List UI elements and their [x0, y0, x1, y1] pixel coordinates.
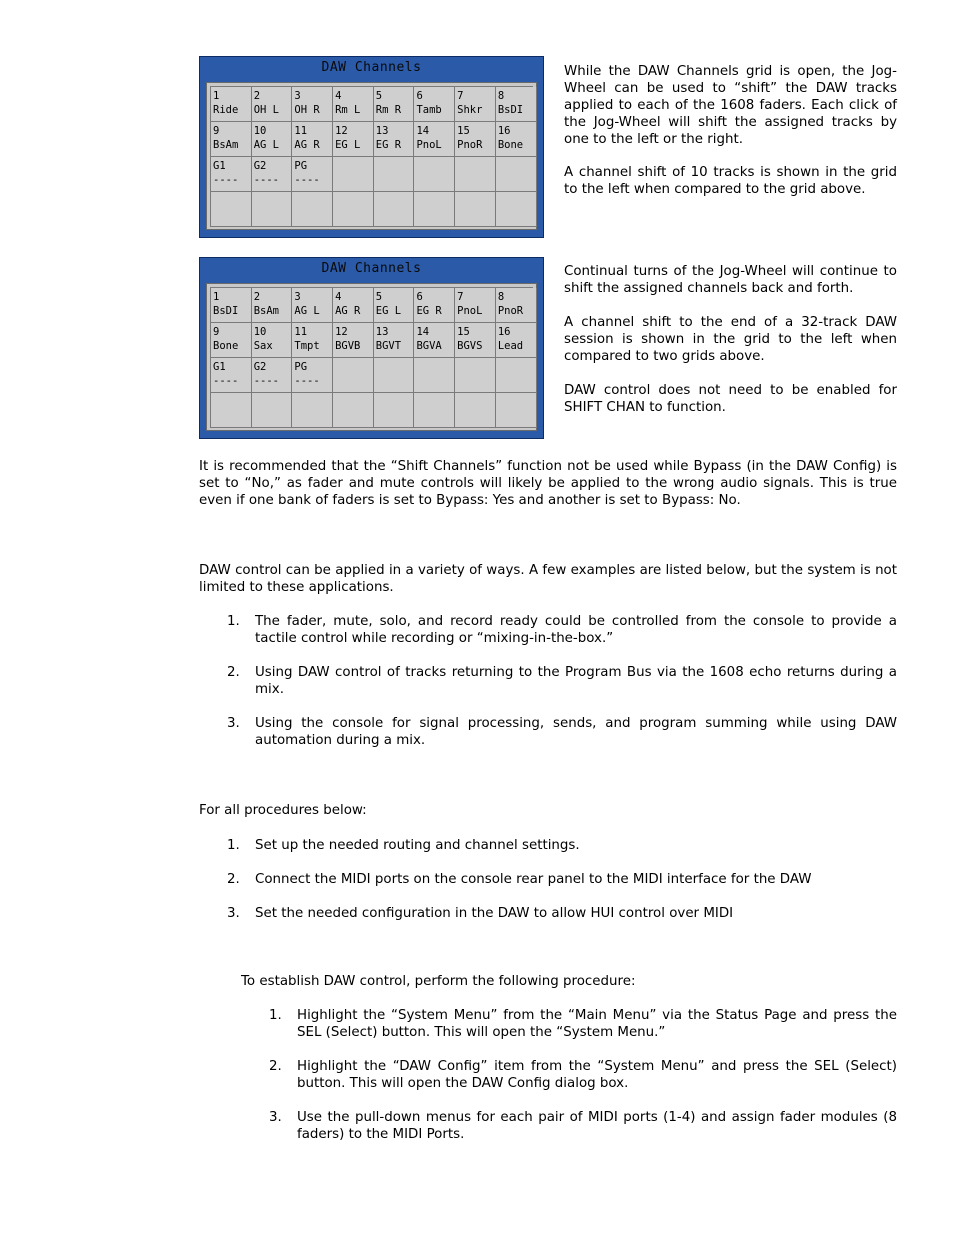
list-number: 2. — [227, 872, 240, 887]
side-paragraph-5: DAW control does not need to be enabled for SHIFT CHAN to function. — [564, 383, 897, 415]
procedures-intro: For all procedures below: — [199, 803, 367, 818]
side-paragraph-3: Continual turns of the Jog-Wheel will continue to shift the assigned channels back and forth. — [564, 264, 897, 296]
channel-cell — [374, 157, 415, 192]
list-text: Highlight the “DAW Config” item from the “System Menu” and press the SEL (Select) button. This will open the DAW Config dialog box. — [297, 1059, 897, 1091]
channel-label: BsDI — [213, 305, 239, 317]
channel-number: 13 — [375, 125, 389, 137]
channel-cell — [414, 393, 455, 428]
channel-cell — [496, 87, 537, 122]
grid-body — [206, 82, 537, 230]
channel-number: 12 — [335, 125, 348, 137]
channel-cell — [374, 192, 415, 227]
list-number: 1. — [227, 838, 240, 853]
channel-cell — [374, 87, 415, 122]
channel-number: PG — [294, 160, 308, 172]
channel-number: 15 — [457, 125, 470, 137]
channel-grid — [210, 86, 533, 227]
channel-cell — [252, 323, 293, 358]
channel-label: ---- — [294, 375, 320, 387]
channel-cell — [252, 393, 293, 428]
channel-number: 9 — [213, 125, 220, 137]
channel-label: Sax — [253, 340, 273, 352]
channel-label: Bone — [213, 340, 239, 352]
daw-channels-grid-1 — [199, 56, 544, 238]
channel-cell — [333, 358, 374, 393]
channel-cell — [455, 87, 496, 122]
channel-number: 2 — [253, 90, 261, 102]
list-text: Connect the MIDI ports on the console rear panel to the MIDI interface for the DAW — [255, 872, 812, 887]
channel-label: Shkr — [457, 104, 483, 116]
list-number: 2. — [269, 1059, 282, 1074]
channel-number: 5 — [375, 90, 383, 102]
channel-cell — [455, 122, 496, 157]
channel-cell — [414, 87, 455, 122]
channel-number: 15 — [457, 326, 470, 338]
list-number: 2. — [227, 665, 240, 680]
shift-channels-warning: It is recommended that the “Shift Channels” function not be used while Bypass (in the DAW Config) is set to “No,” as fader and mute controls will likely be applied to the wrong audio signals. This is true even if one bank of faders is set to Bypass: Yes and another is set to Bypass: No. — [199, 459, 897, 508]
channel-cell — [333, 323, 374, 358]
channel-number: 4 — [335, 291, 342, 303]
channel-label: EG L — [375, 305, 402, 317]
channel-number: 4 — [335, 90, 342, 102]
channel-number: 7 — [457, 291, 464, 303]
channel-label: Lead — [497, 340, 524, 352]
channel-number: G2 — [253, 160, 267, 172]
channel-label: PnoR — [457, 139, 483, 151]
channel-cell — [455, 358, 496, 393]
channel-cell — [333, 393, 374, 428]
channel-number: 11 — [294, 125, 308, 137]
list-number: 3. — [227, 716, 240, 731]
channel-label: ---- — [253, 174, 279, 186]
channel-number: 8 — [497, 90, 505, 102]
list-number: 3. — [227, 906, 240, 921]
channel-label: BGVA — [416, 340, 442, 352]
channel-number: 14 — [416, 125, 430, 137]
channel-number: 5 — [375, 291, 383, 303]
channel-cell — [292, 87, 333, 122]
applications-intro: DAW control can be applied in a variety of ways. A few examples are listed below, but the system is not limited to these applications. — [199, 563, 897, 595]
channel-label: Rm R — [375, 104, 402, 116]
channel-cell — [211, 122, 252, 157]
channel-cell — [292, 288, 333, 323]
channel-cell — [496, 288, 537, 323]
channel-label: OH L — [253, 104, 279, 116]
channel-number: 12 — [335, 326, 348, 338]
channel-cell — [496, 192, 537, 227]
channel-label: Tamb — [416, 104, 442, 116]
list-text: Set up the needed routing and channel settings. — [255, 838, 580, 853]
channel-cell — [333, 288, 374, 323]
channel-cell — [333, 157, 374, 192]
list-number: 3. — [269, 1110, 282, 1125]
channel-label: EG L — [335, 139, 361, 151]
channel-cell — [455, 157, 496, 192]
channel-number: 1 — [213, 90, 220, 102]
channel-cell — [455, 323, 496, 358]
side-paragraph-2: A channel shift of 10 tracks is shown in the grid to the left when compared to the grid above. — [564, 165, 897, 197]
channel-number: 6 — [416, 90, 423, 102]
channel-number: PG — [294, 361, 308, 373]
channel-cell — [252, 157, 293, 192]
channel-cell — [292, 157, 333, 192]
grid-title: DAW Channels — [321, 60, 422, 75]
channel-cell — [292, 192, 333, 227]
channel-cell — [252, 358, 293, 393]
channel-number: 6 — [416, 291, 423, 303]
channel-cell — [211, 323, 252, 358]
channel-cell — [496, 157, 537, 192]
channel-label: BGVT — [375, 340, 402, 352]
channel-cell — [333, 192, 374, 227]
channel-number: 3 — [294, 291, 301, 303]
channel-label: PnoL — [457, 305, 483, 317]
channel-label: BsAm — [213, 139, 239, 151]
channel-label: Rm L — [335, 104, 361, 116]
channel-number: G1 — [213, 361, 226, 373]
channel-cell — [414, 288, 455, 323]
channel-cell — [496, 358, 537, 393]
channel-cell — [252, 192, 293, 227]
channel-label: BGVS — [457, 340, 483, 352]
channel-cell — [211, 358, 252, 393]
channel-cell — [211, 288, 252, 323]
channel-label: AG R — [294, 139, 320, 151]
channel-cell — [374, 358, 415, 393]
channel-cell — [374, 323, 415, 358]
channel-number: 10 — [253, 125, 267, 137]
channel-cell — [414, 358, 455, 393]
channel-label: ---- — [253, 375, 279, 387]
channel-label: OH R — [294, 104, 320, 116]
channel-label: AG L — [294, 305, 320, 317]
channel-cell — [252, 288, 293, 323]
channel-label: PnoL — [416, 139, 442, 151]
channel-number: 3 — [294, 90, 301, 102]
channel-cell — [292, 122, 333, 157]
channel-cell — [252, 87, 293, 122]
channel-cell — [414, 192, 455, 227]
list-text: Highlight the “System Menu” from the “Main Menu” via the Status Page and press the SEL (Select) button. This will open the “System Menu.” — [297, 1008, 897, 1040]
channel-label: BGVB — [335, 340, 361, 352]
channel-number: 13 — [375, 326, 389, 338]
channel-cell — [455, 393, 496, 428]
channel-cell — [496, 393, 537, 428]
list-text: Using DAW control of tracks returning to the Program Bus via the 1608 echo returns during a mix. — [255, 665, 897, 697]
list-number: 1. — [227, 614, 240, 629]
channel-cell — [414, 122, 455, 157]
channel-cell — [455, 288, 496, 323]
channel-label: ---- — [213, 174, 239, 186]
channel-number: 16 — [497, 125, 511, 137]
channel-label: AG L — [253, 139, 279, 151]
channel-cell — [374, 288, 415, 323]
channel-cell — [292, 358, 333, 393]
list-text: The fader, mute, solo, and record ready could be controlled from the console to provide a tactile control while recording or “mixing-in-the-box.” — [255, 614, 897, 646]
channel-label: EG R — [375, 139, 402, 151]
list-text: Use the pull-down menus for each pair of MIDI ports (1-4) and assign fader modules (8 faders) to the MIDI Ports. — [297, 1110, 897, 1142]
channel-cell — [455, 192, 496, 227]
channel-number: 7 — [457, 90, 464, 102]
channel-cell — [374, 122, 415, 157]
channel-cell — [292, 323, 333, 358]
channel-cell — [211, 87, 252, 122]
channel-cell — [374, 393, 415, 428]
channel-label: PnoR — [497, 305, 524, 317]
channel-cell — [414, 157, 455, 192]
list-number: 1. — [269, 1008, 282, 1023]
daw-channels-grid-2 — [199, 257, 544, 439]
channel-cell — [211, 157, 252, 192]
channel-number: 11 — [294, 326, 308, 338]
channel-label: EG R — [416, 305, 442, 317]
channel-cell — [333, 122, 374, 157]
channel-cell — [252, 122, 293, 157]
side-paragraph-4: A channel shift to the end of a 32-track DAW session is shown in the grid to the left when compared to two grids above. — [564, 315, 897, 364]
channel-cell — [496, 122, 537, 157]
channel-label: ---- — [294, 174, 320, 186]
channel-cell — [211, 192, 252, 227]
channel-number: 16 — [497, 326, 511, 338]
list-text: Set the needed configuration in the DAW to allow HUI control over MIDI — [255, 906, 734, 921]
channel-number: G1 — [213, 160, 226, 172]
channel-number: 9 — [213, 326, 220, 338]
channel-number: 14 — [416, 326, 430, 338]
channel-label: Bone — [497, 139, 524, 151]
channel-label: AG R — [335, 305, 361, 317]
channel-number: 8 — [497, 291, 505, 303]
grid-body — [206, 283, 537, 431]
channel-cell — [414, 323, 455, 358]
grid-title: DAW Channels — [321, 261, 422, 276]
channel-label: Tmpt — [294, 340, 320, 352]
channel-label: ---- — [213, 375, 239, 387]
channel-grid — [210, 287, 533, 428]
channel-cell — [211, 393, 252, 428]
channel-number: 1 — [213, 291, 220, 303]
channel-cell — [496, 323, 537, 358]
channel-number: 2 — [253, 291, 261, 303]
channel-cell — [333, 87, 374, 122]
channel-label: Ride — [213, 104, 239, 116]
side-paragraph-1: While the DAW Channels grid is open, the Jog-Wheel can be used to “shift” the DAW tracks applied to each of the 1608 faders. Each click of the Jog-Wheel will shift the assigned tracks by one to the left or the right. — [564, 64, 897, 147]
list-text: Using the console for signal processing, sends, and program summing while using DAW automation during a mix. — [255, 716, 897, 748]
establish-intro: To establish DAW control, perform the following procedure: — [241, 974, 636, 989]
channel-label: BsDI — [497, 104, 524, 116]
channel-number: 10 — [253, 326, 267, 338]
channel-label: BsAm — [253, 305, 279, 317]
channel-cell — [292, 393, 333, 428]
channel-number: G2 — [253, 361, 267, 373]
